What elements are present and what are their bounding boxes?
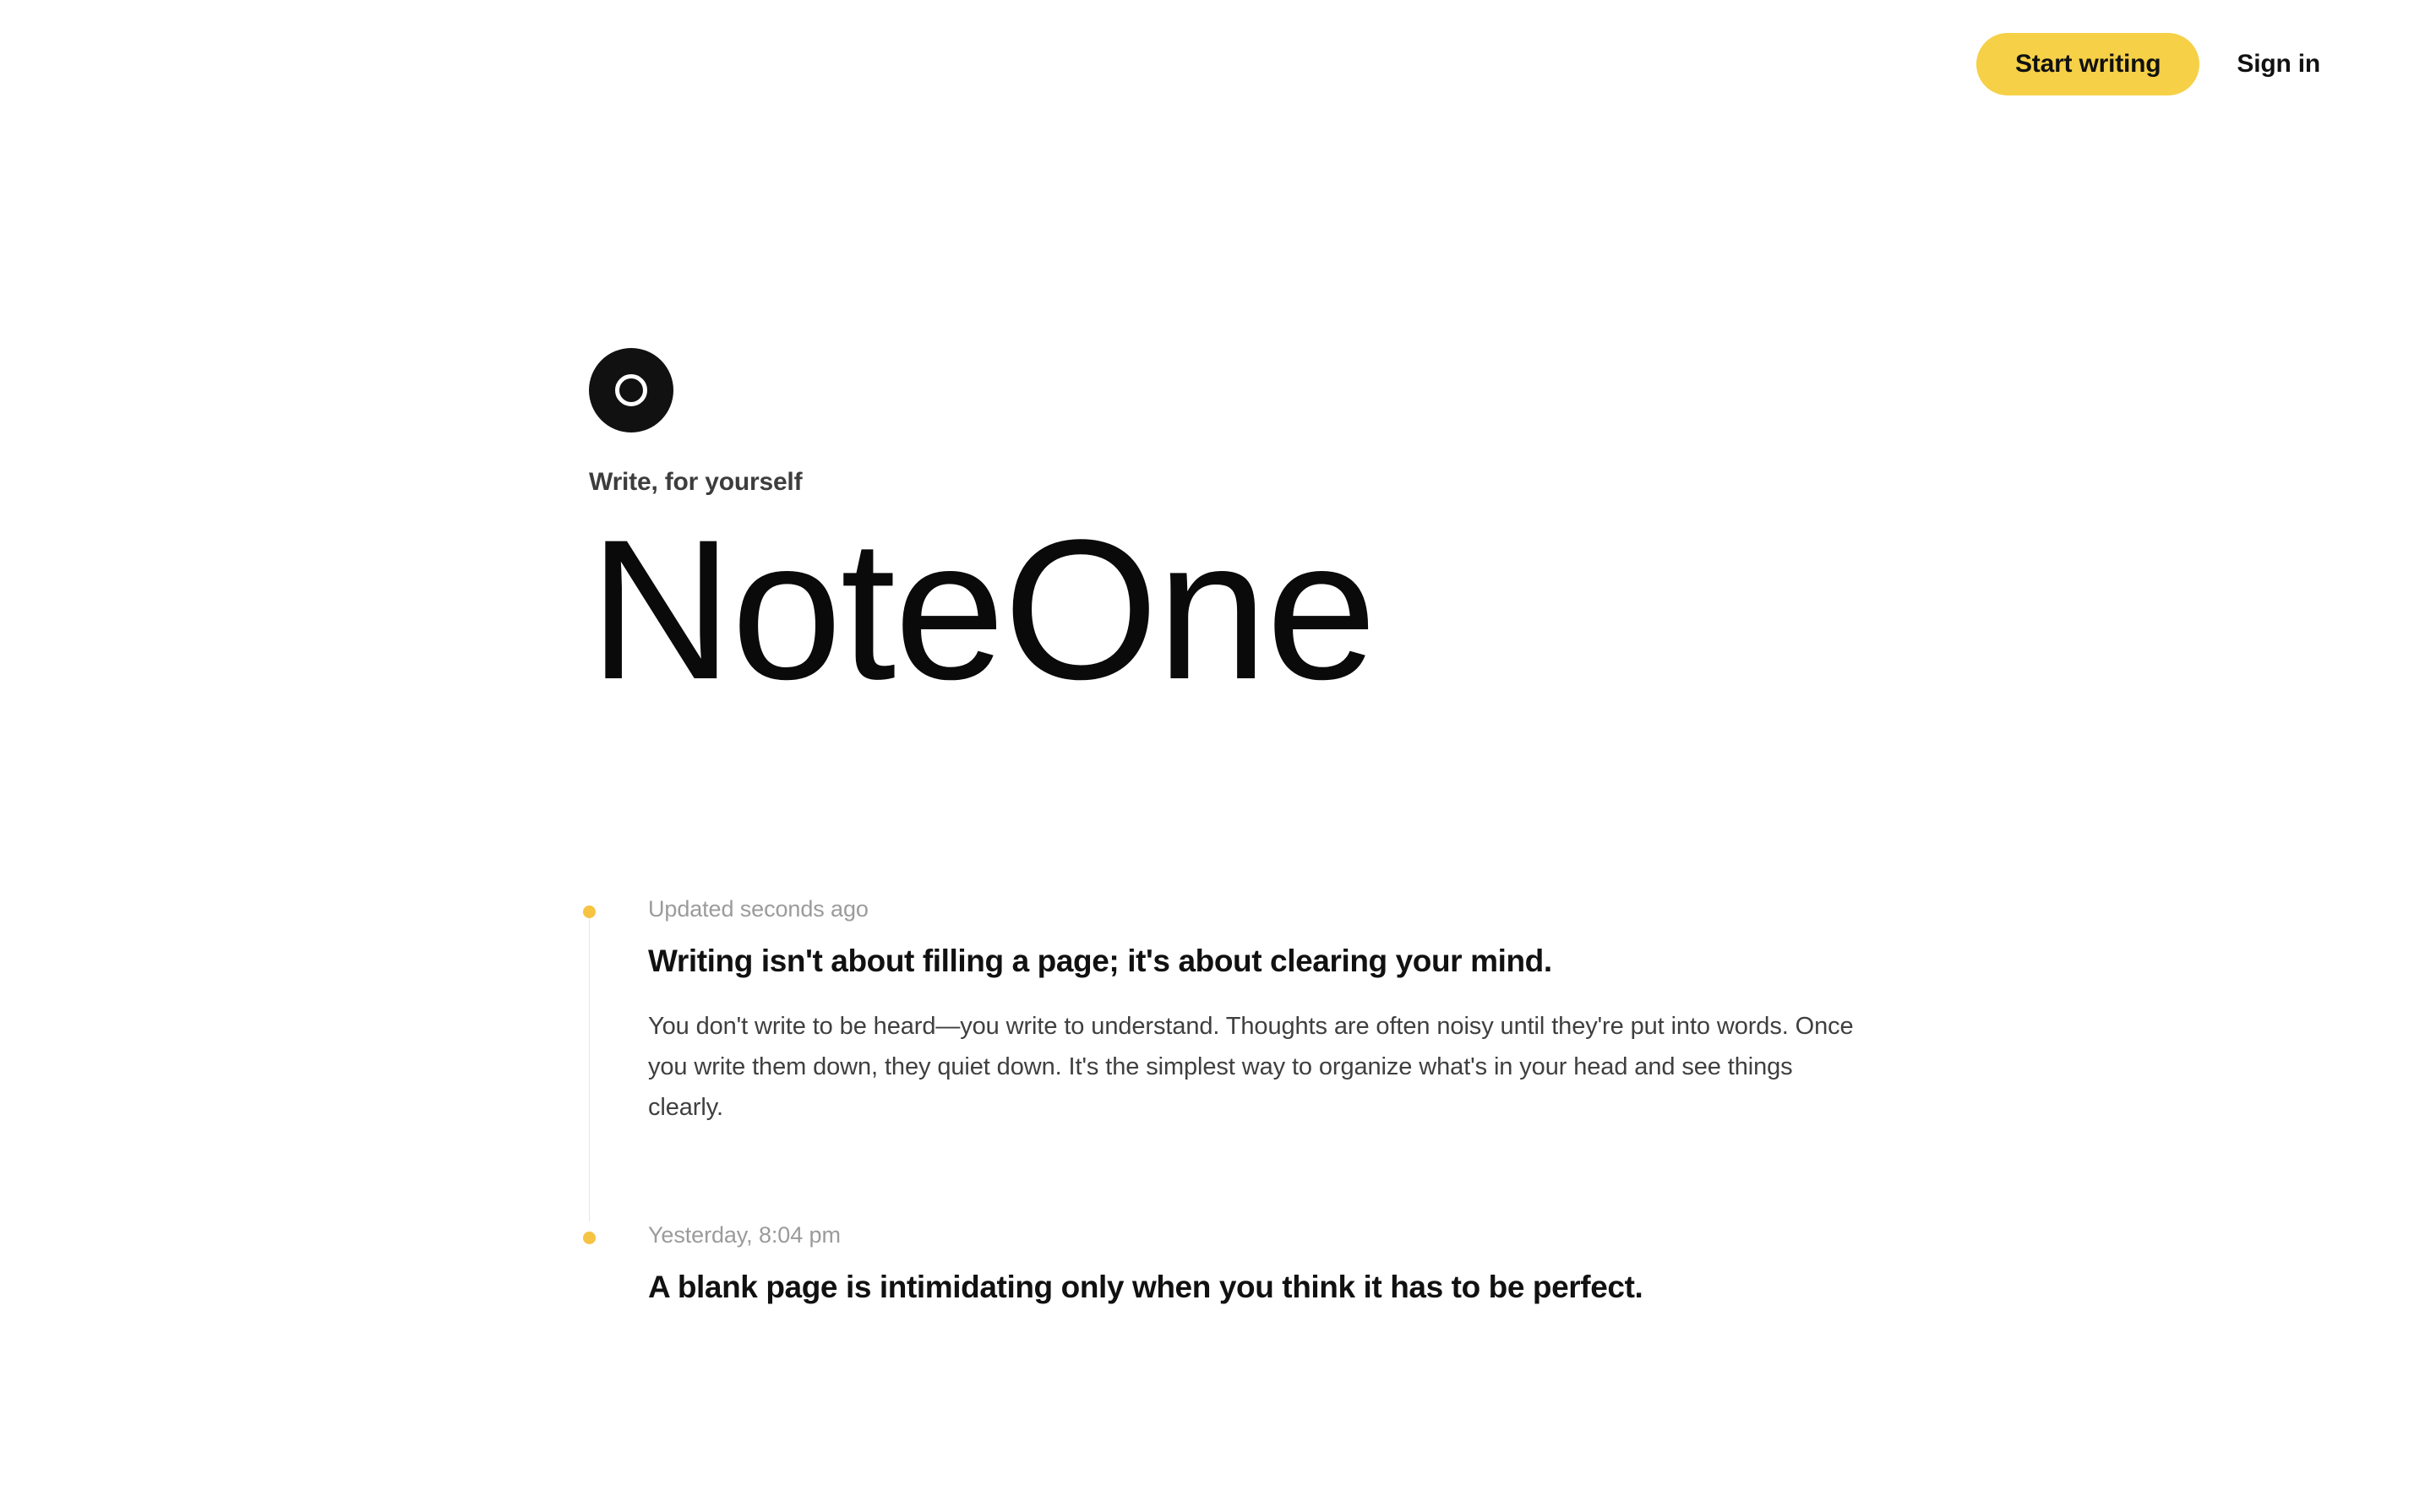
sign-in-link[interactable]: Sign in xyxy=(2237,50,2320,78)
timeline-dot-icon xyxy=(583,906,596,918)
timeline-rail xyxy=(589,911,590,1221)
top-header xyxy=(0,0,2425,128)
note-timestamp: Updated seconds ago xyxy=(648,896,869,922)
start-writing-button[interactable]: Start writing xyxy=(1976,33,2199,95)
note-title: Writing isn't about filling a page; it's about clearing your mind. xyxy=(648,944,1552,979)
note-timestamp: Yesterday, 8:04 pm xyxy=(648,1222,841,1248)
list-item[interactable] xyxy=(589,1221,2025,1401)
page-title: NoteOne xyxy=(589,498,1376,721)
note-title: A blank page is intimidating only when you think it has to be perfect. xyxy=(648,1270,1643,1305)
note-body: You don't write to be heard—you write to understand. Thoughts are often noisy until they're put into words. Once you write them down, they quiet down. It's the simplest way to organize what's in your head and see things clearly. xyxy=(648,1013,1854,1122)
hero-tagline: Write, for yourself xyxy=(589,468,803,496)
timeline-dot-icon xyxy=(583,1232,596,1244)
hero-section xyxy=(589,348,2025,721)
circle-ring-icon xyxy=(589,348,673,432)
logo-inner-ring xyxy=(615,374,647,406)
list-item[interactable] xyxy=(589,895,2025,1221)
notes-feed xyxy=(589,895,2025,1401)
